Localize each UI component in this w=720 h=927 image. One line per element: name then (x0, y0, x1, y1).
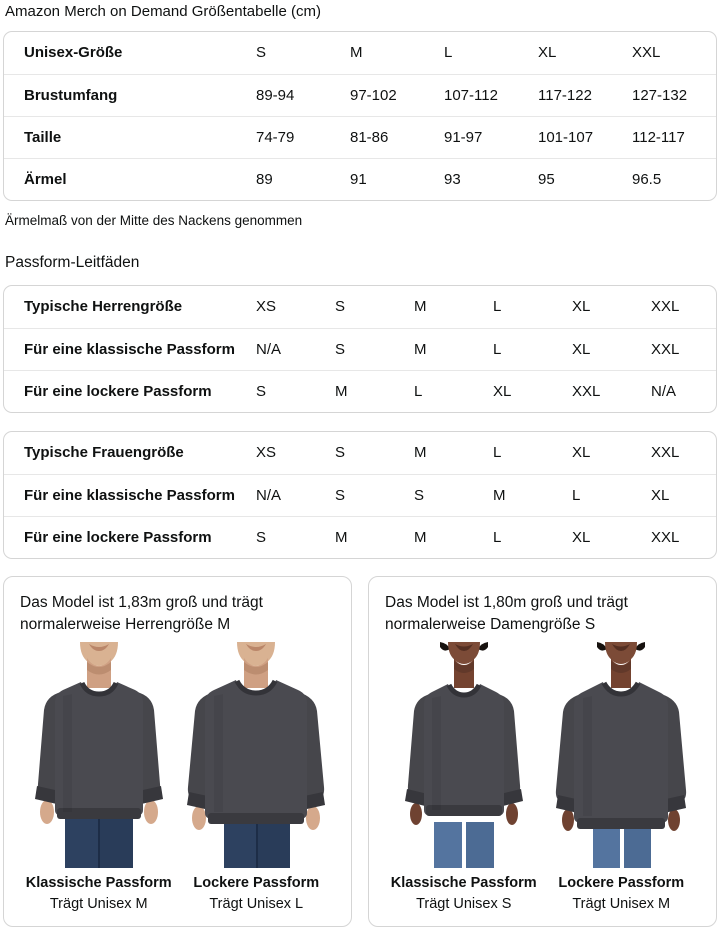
figures-row (20, 642, 335, 916)
row-label: Typische Herrengröße (24, 298, 183, 316)
size-label: Trägt Unisex M (572, 896, 671, 912)
size-label: Trägt Unisex S (416, 896, 512, 912)
row-label: Ärmel (4, 158, 252, 200)
model-photo-women-classic-icon (388, 642, 540, 868)
size-cell: S (252, 516, 331, 558)
size-cell: XS (256, 298, 277, 316)
unisex-size-table (3, 31, 717, 201)
size-cell: N/A (252, 328, 331, 370)
size-cell: 96.5 (628, 158, 716, 200)
model-figure-classic (385, 642, 543, 916)
size-cell: M (414, 444, 427, 462)
model-figure-classic (20, 642, 178, 916)
size-cell: XS (256, 444, 277, 462)
size-label: Trägt Unisex L (209, 896, 304, 912)
size-cell: XL (538, 44, 557, 62)
size-cell: N/A (647, 370, 716, 412)
model-photo-women-loose-icon (545, 642, 697, 868)
table-row (4, 370, 716, 412)
size-cell: M (489, 474, 568, 516)
size-cell: S (410, 474, 489, 516)
size-cell: 117-122 (534, 74, 628, 116)
size-cell: 93 (440, 158, 534, 200)
row-label: Für eine klassische Passform (4, 474, 252, 516)
table-row (4, 286, 716, 328)
table-row (4, 432, 716, 474)
page-title: Amazon Merch on Demand Größentabelle (cm) (5, 3, 321, 20)
row-label: Typische Frauengröße (24, 444, 184, 462)
size-cell: L (410, 370, 489, 412)
size-cell: L (489, 328, 568, 370)
size-cell: L (568, 474, 647, 516)
men-fit-guide-table (3, 285, 717, 413)
size-cell: S (331, 474, 410, 516)
model-figure-loose (543, 642, 701, 916)
size-cell: XL (568, 328, 647, 370)
row-label: Für eine lockere Passform (4, 370, 252, 412)
sleeve-measure-note: Ärmelmaß von der Mitte des Nackens genommen (5, 213, 303, 228)
table-row (4, 328, 716, 370)
size-cell: L (493, 298, 502, 316)
size-cell: XL (572, 298, 591, 316)
size-cell: M (350, 44, 363, 62)
fit-label: Klassische Passform (25, 875, 172, 891)
size-cell: 89 (252, 158, 346, 200)
size-cell: L (444, 44, 453, 62)
figure-caption (391, 873, 537, 916)
size-label: Trägt Unisex M (49, 896, 148, 912)
table-row (4, 516, 716, 558)
table-row (4, 74, 716, 116)
model-description: Das Model ist 1,83m groß und trägt normalerweise Herrengröße M (20, 594, 263, 633)
model-card-women (368, 576, 717, 927)
size-cell: XL (489, 370, 568, 412)
size-cell: 112-117 (628, 116, 716, 158)
size-cell: M (414, 298, 427, 316)
size-cell: XXL (651, 444, 680, 462)
size-cell: S (331, 328, 410, 370)
table-row (4, 474, 716, 516)
size-cell: M (410, 516, 489, 558)
size-cell: M (410, 328, 489, 370)
size-cell: S (252, 370, 331, 412)
table-row (4, 116, 716, 158)
figures-row (385, 642, 700, 916)
size-cell: S (335, 444, 346, 462)
size-cell: 89-94 (252, 74, 346, 116)
size-cell: 97-102 (346, 74, 440, 116)
size-cell: XXL (568, 370, 647, 412)
size-cell: 107-112 (440, 74, 534, 116)
size-cell: L (489, 516, 568, 558)
size-cell: 95 (534, 158, 628, 200)
size-cell: 91 (346, 158, 440, 200)
fit-label: Lockere Passform (193, 875, 320, 891)
model-photo-men-loose-icon (180, 642, 332, 868)
size-cell: L (493, 444, 502, 462)
table-row (4, 158, 716, 200)
size-cell: XL (572, 444, 591, 462)
size-cell: XL (568, 516, 647, 558)
model-description: Das Model ist 1,80m groß und trägt normalerweise Damengröße S (385, 594, 628, 633)
fit-label: Lockere Passform (558, 875, 685, 891)
size-cell: XXL (651, 298, 680, 316)
model-cards (3, 576, 717, 927)
size-cell: 81-86 (346, 116, 440, 158)
size-cell: M (331, 516, 410, 558)
size-cell: 127-132 (628, 74, 716, 116)
fit-label: Klassische Passform (390, 875, 537, 891)
fit-guides-heading: Passform-Leitfäden (5, 254, 140, 271)
model-card-men (3, 576, 352, 927)
table-row (4, 32, 716, 74)
size-cell: M (331, 370, 410, 412)
figure-caption (193, 873, 319, 916)
row-label: Brustumfang (4, 74, 252, 116)
size-cell: XXL (632, 44, 661, 62)
row-label: Taille (4, 116, 252, 158)
size-cell: XXL (647, 328, 716, 370)
figure-caption (26, 873, 172, 916)
row-label: Unisex-Größe (24, 44, 123, 62)
size-cell: XXL (647, 516, 716, 558)
size-cell: N/A (252, 474, 331, 516)
row-label: Für eine klassische Passform (4, 328, 252, 370)
model-figure-loose (178, 642, 336, 916)
size-cell: 91-97 (440, 116, 534, 158)
women-fit-guide-table (3, 431, 717, 559)
size-cell: XL (647, 474, 716, 516)
figure-caption (558, 873, 684, 916)
model-photo-men-classic-icon (23, 642, 175, 868)
size-cell: S (256, 44, 267, 62)
row-label: Für eine lockere Passform (4, 516, 252, 558)
size-cell: 74-79 (252, 116, 346, 158)
size-cell: S (335, 298, 346, 316)
size-cell: 101-107 (534, 116, 628, 158)
